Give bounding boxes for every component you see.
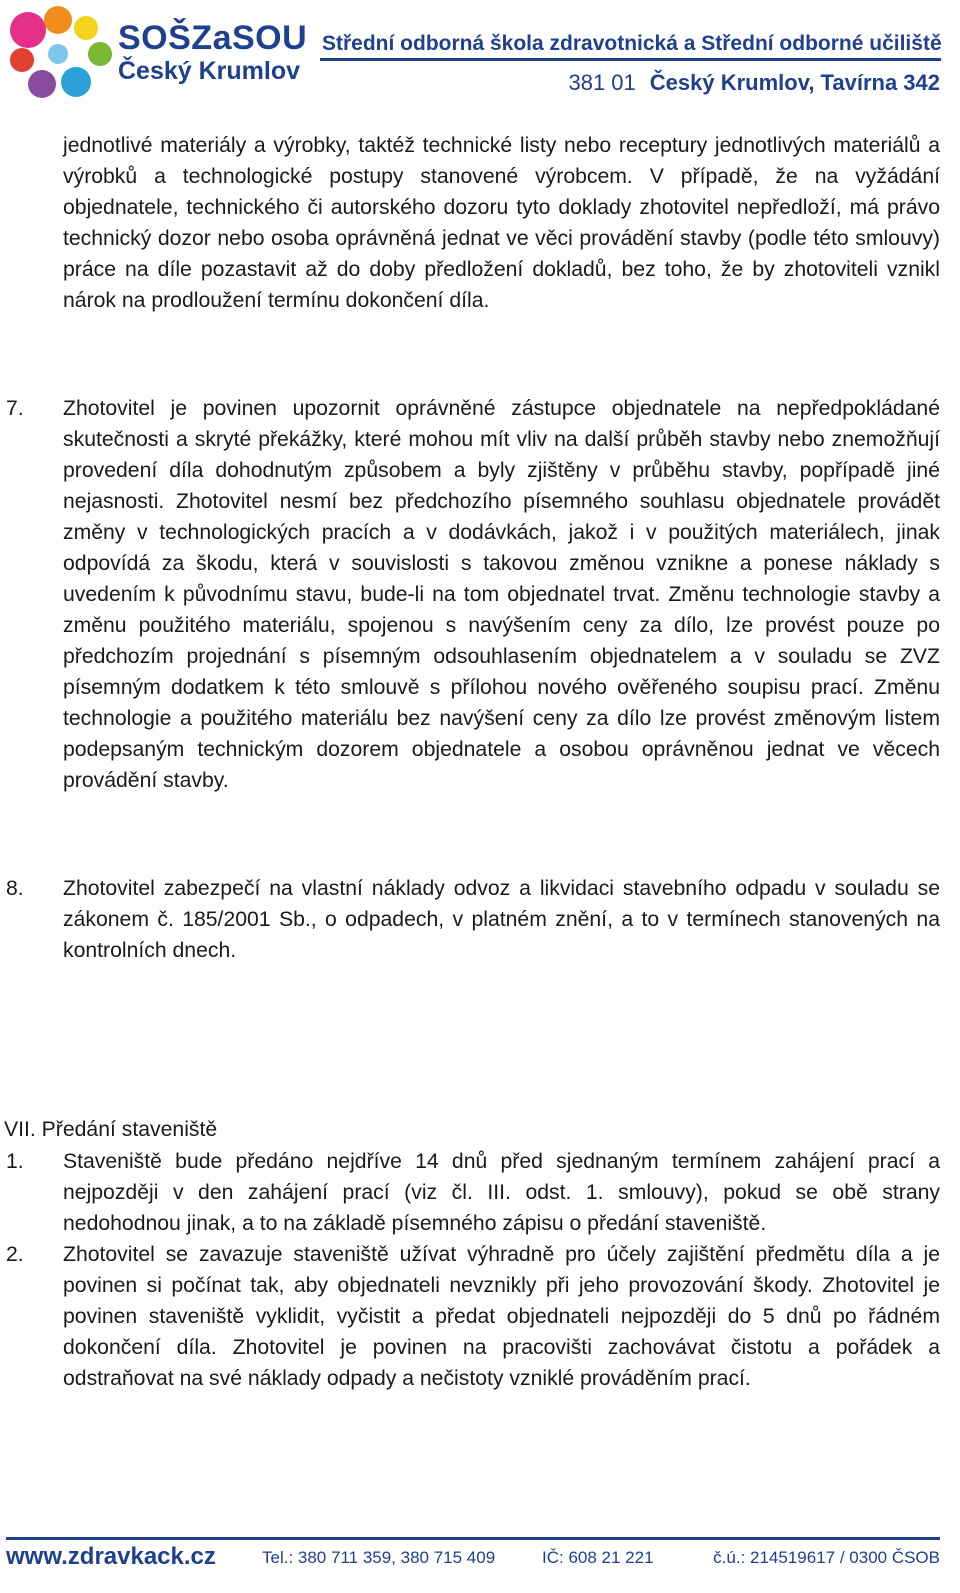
clause-7 (0, 393, 940, 796)
clause-number: 1. (6, 1150, 24, 1173)
city-street: Český Krumlov, Tavírna 342 (649, 70, 940, 95)
clause-text: Zhotovitel zabezpečí na vlastní náklady odvoz a likvidaci stavebního odpadu v souladu se zákonem č. 185/2001 Sb., o odpadech, v platném znění, a to v termínech stanovených na kontrolních dnech. (63, 877, 940, 962)
section-clause-1 (0, 1146, 940, 1239)
clause-number: 2. (6, 1243, 24, 1266)
header-divider (320, 58, 941, 61)
clause-text: Zhotovitel se zavazuje staveniště užívat výhradně pro účely zajištění předmětu díla a je povinen si počínat tak, aby objednateli nevznikly při jeho provozování škody. Zhotovitel je povinen staveniště vyklidit, vyčistit a předat objednateli nejpozději do 5 dnů po řádném dokončení díla. Zhotovitel je povinen na pracovišti zachovávat čistotu a pořádek a odstraňovat na své náklady odpady a nečistoty vzniklé prováděním prací. (63, 1243, 940, 1390)
footer-bank-account: č.ú.: 214519617 / 0300 ČSOB (713, 1548, 940, 1567)
clause-number: 7. (6, 397, 24, 420)
school-logo-icon (6, 4, 116, 102)
section-heading: VII. Předání staveniště (4, 1118, 218, 1141)
footer-divider (6, 1537, 940, 1540)
postal-code: 381 01 (568, 70, 636, 95)
letterhead (0, 0, 960, 112)
clause-text: Staveniště bude předáno nejdříve 14 dnů před sjednaným termínem zahájení prací a nejpozději v den zahájení prací (viz čl. III. odst. 1. smlouvy), pokud se obě strany nedohodnou jinak, a to na základě písemného zápisu o předání staveniště. (63, 1150, 940, 1235)
brand-city: Český Krumlov (118, 57, 301, 85)
school-full-name: Střední odborná škola zdravotnická a Střední odborné učiliště (322, 32, 942, 55)
footer-company-id: IČ: 608 21 221 (542, 1548, 654, 1567)
section-clause-2 (0, 1239, 940, 1394)
clause-text: Zhotovitel je povinen upozornit oprávněné zástupce objednatele na nepředpokládané skutečnosti a skryté překážky, které mohou mít vliv na další průběh stavby nebo znemožňují provedení díla dohodnutým způsobem a byly zjištěny v průběhu stavby, popřípadě jiné nejasnosti. Zhotovitel nesmí bez předchozího písemného souhlasu objednatele provádět změny v technologických pracích a v dodávkách, jakož i v použitých materiálech, jinak odpovídá za škodu, která v souvislosti s takovou změnou vznikne a ponese náklady s uvedením k původnímu stavu, bude-li na tom objednatel trvat. Změnu technologie stavby a změnu použitého materiálu, spojenou s navýšením ceny za dílo, lze provést pouze po předchozím projednání s písemným odsouhlasením objednatelem a v souladu se ZVZ písemným dodatkem k této smlouvě s přílohou nového ověřeného soupisu prací. Změnu technologie a použitého materiálu bez navýšení ceny za dílo lze provést změnovým listem podepsaným technickým dozorem objednatele a osobou oprávněnou jednat ve věcech provádění stavby. (63, 397, 940, 792)
clause-8 (0, 873, 940, 966)
footer (6, 1543, 940, 1573)
brand-name: SOŠZaSOU (118, 19, 308, 57)
clause-number: 8. (6, 877, 24, 900)
paragraph-continuation: jednotlivé materiály a výrobky, taktéž technické listy nebo receptury jednotlivých materiálů a výrobků a technologické postupy stanovené výrobcem. V případě, že na vyžádání objednatele, technického či autorského dozoru tyto doklady zhotovitel nepředloží, má právo technický dozor nebo osoba oprávněná jednat ve věci provádění stavby (podle této smlouvy) práce na díle pozastavit až do doby předložení dokladů, bez toho, že by zhotoviteli vznikl nárok na prodloužení termínu dokončení díla. (63, 134, 940, 312)
footer-website: www.zdravkack.cz (6, 1543, 216, 1570)
footer-phone: Tel.: 380 711 359, 380 715 409 (262, 1548, 496, 1567)
school-brand (118, 20, 307, 86)
school-address (322, 70, 940, 96)
